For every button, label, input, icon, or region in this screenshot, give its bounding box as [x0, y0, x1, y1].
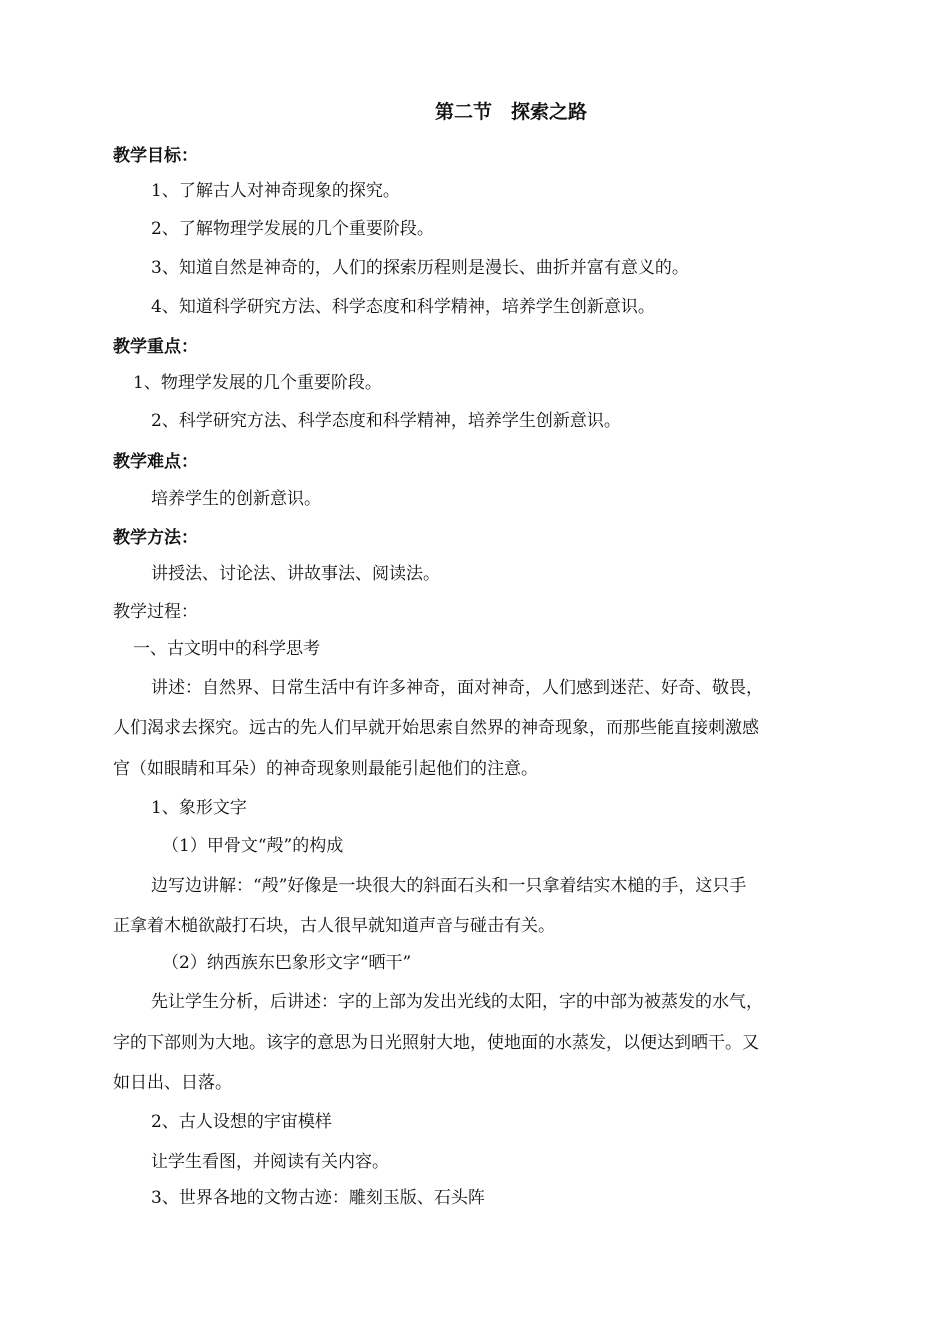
page-title: 第二节 探索之路	[434, 101, 587, 123]
subsection-heading: 2、古人设想的宇宙模样	[151, 1112, 332, 1132]
methods-text: 讲授法、讨论法、讲故事法、阅读法。	[151, 564, 440, 584]
subsection-item: （2）纳西族东巴象形文字“晒干”	[162, 953, 412, 973]
objective-item: 2、了解物理学发展的几个重要阶段。	[151, 219, 434, 239]
objective-item: 1、了解古人对神奇现象的探究。	[151, 181, 400, 201]
paragraph-line: 如日出、日落。	[113, 1073, 232, 1093]
subsection-heading: 1、象形文字	[151, 798, 247, 818]
objective-item: 3、知道自然是神奇的，人们的探索历程则是漫长、曲折并富有意义的。	[151, 258, 689, 278]
paragraph-line: 先让学生分析，后讲述：字的上部为发出光线的太阳，字的中部为被蒸发的水气，	[151, 992, 763, 1012]
methods-heading: 教学方法：	[113, 528, 198, 548]
paragraph-line: 人们渴求去探究。远古的先人们早就开始思索自然界的神奇现象，而那些能直接刺激感	[113, 718, 759, 738]
key-point-item: 2、科学研究方法、科学态度和科学精神，培养学生创新意识。	[151, 411, 621, 431]
paragraph-line: 边写边讲解：“殸”好像是一块很大的斜面石头和一只拿着结实木槌的手，这只手	[151, 876, 747, 896]
paragraph-line: 官（如眼睛和耳朵）的神奇现象则最能引起他们的注意。	[113, 759, 538, 779]
section-heading: 一、古文明中的科学思考	[133, 639, 320, 659]
paragraph-line: 字的下部则为大地。该字的意思为日光照射大地，使地面的水蒸发，以便达到晒干。又	[113, 1033, 759, 1053]
paragraph-line: 让学生看图，并阅读有关内容。	[151, 1152, 389, 1172]
difficulties-heading: 教学难点：	[113, 452, 198, 472]
subsection-item: （1）甲骨文“殸”的构成	[162, 836, 344, 856]
paragraph-line: 讲述：自然界、日常生活中有许多神奇，面对神奇，人们感到迷茫、好奇、敬畏，	[151, 678, 763, 698]
key-point-item: 1、物理学发展的几个重要阶段。	[133, 373, 382, 393]
objectives-heading: 教学目标：	[113, 146, 198, 166]
subsection-heading: 3、世界各地的文物古迹：雕刻玉版、石头阵	[151, 1188, 485, 1208]
difficulties-text: 培养学生的创新意识。	[151, 489, 321, 509]
process-heading: 教学过程：	[113, 602, 198, 622]
objective-item: 4、知道科学研究方法、科学态度和科学精神，培养学生创新意识。	[151, 297, 655, 317]
paragraph-line: 正拿着木槌欲敲打石块，古人很早就知道声音与碰击有关。	[113, 916, 555, 936]
key-points-heading: 教学重点：	[113, 337, 198, 357]
